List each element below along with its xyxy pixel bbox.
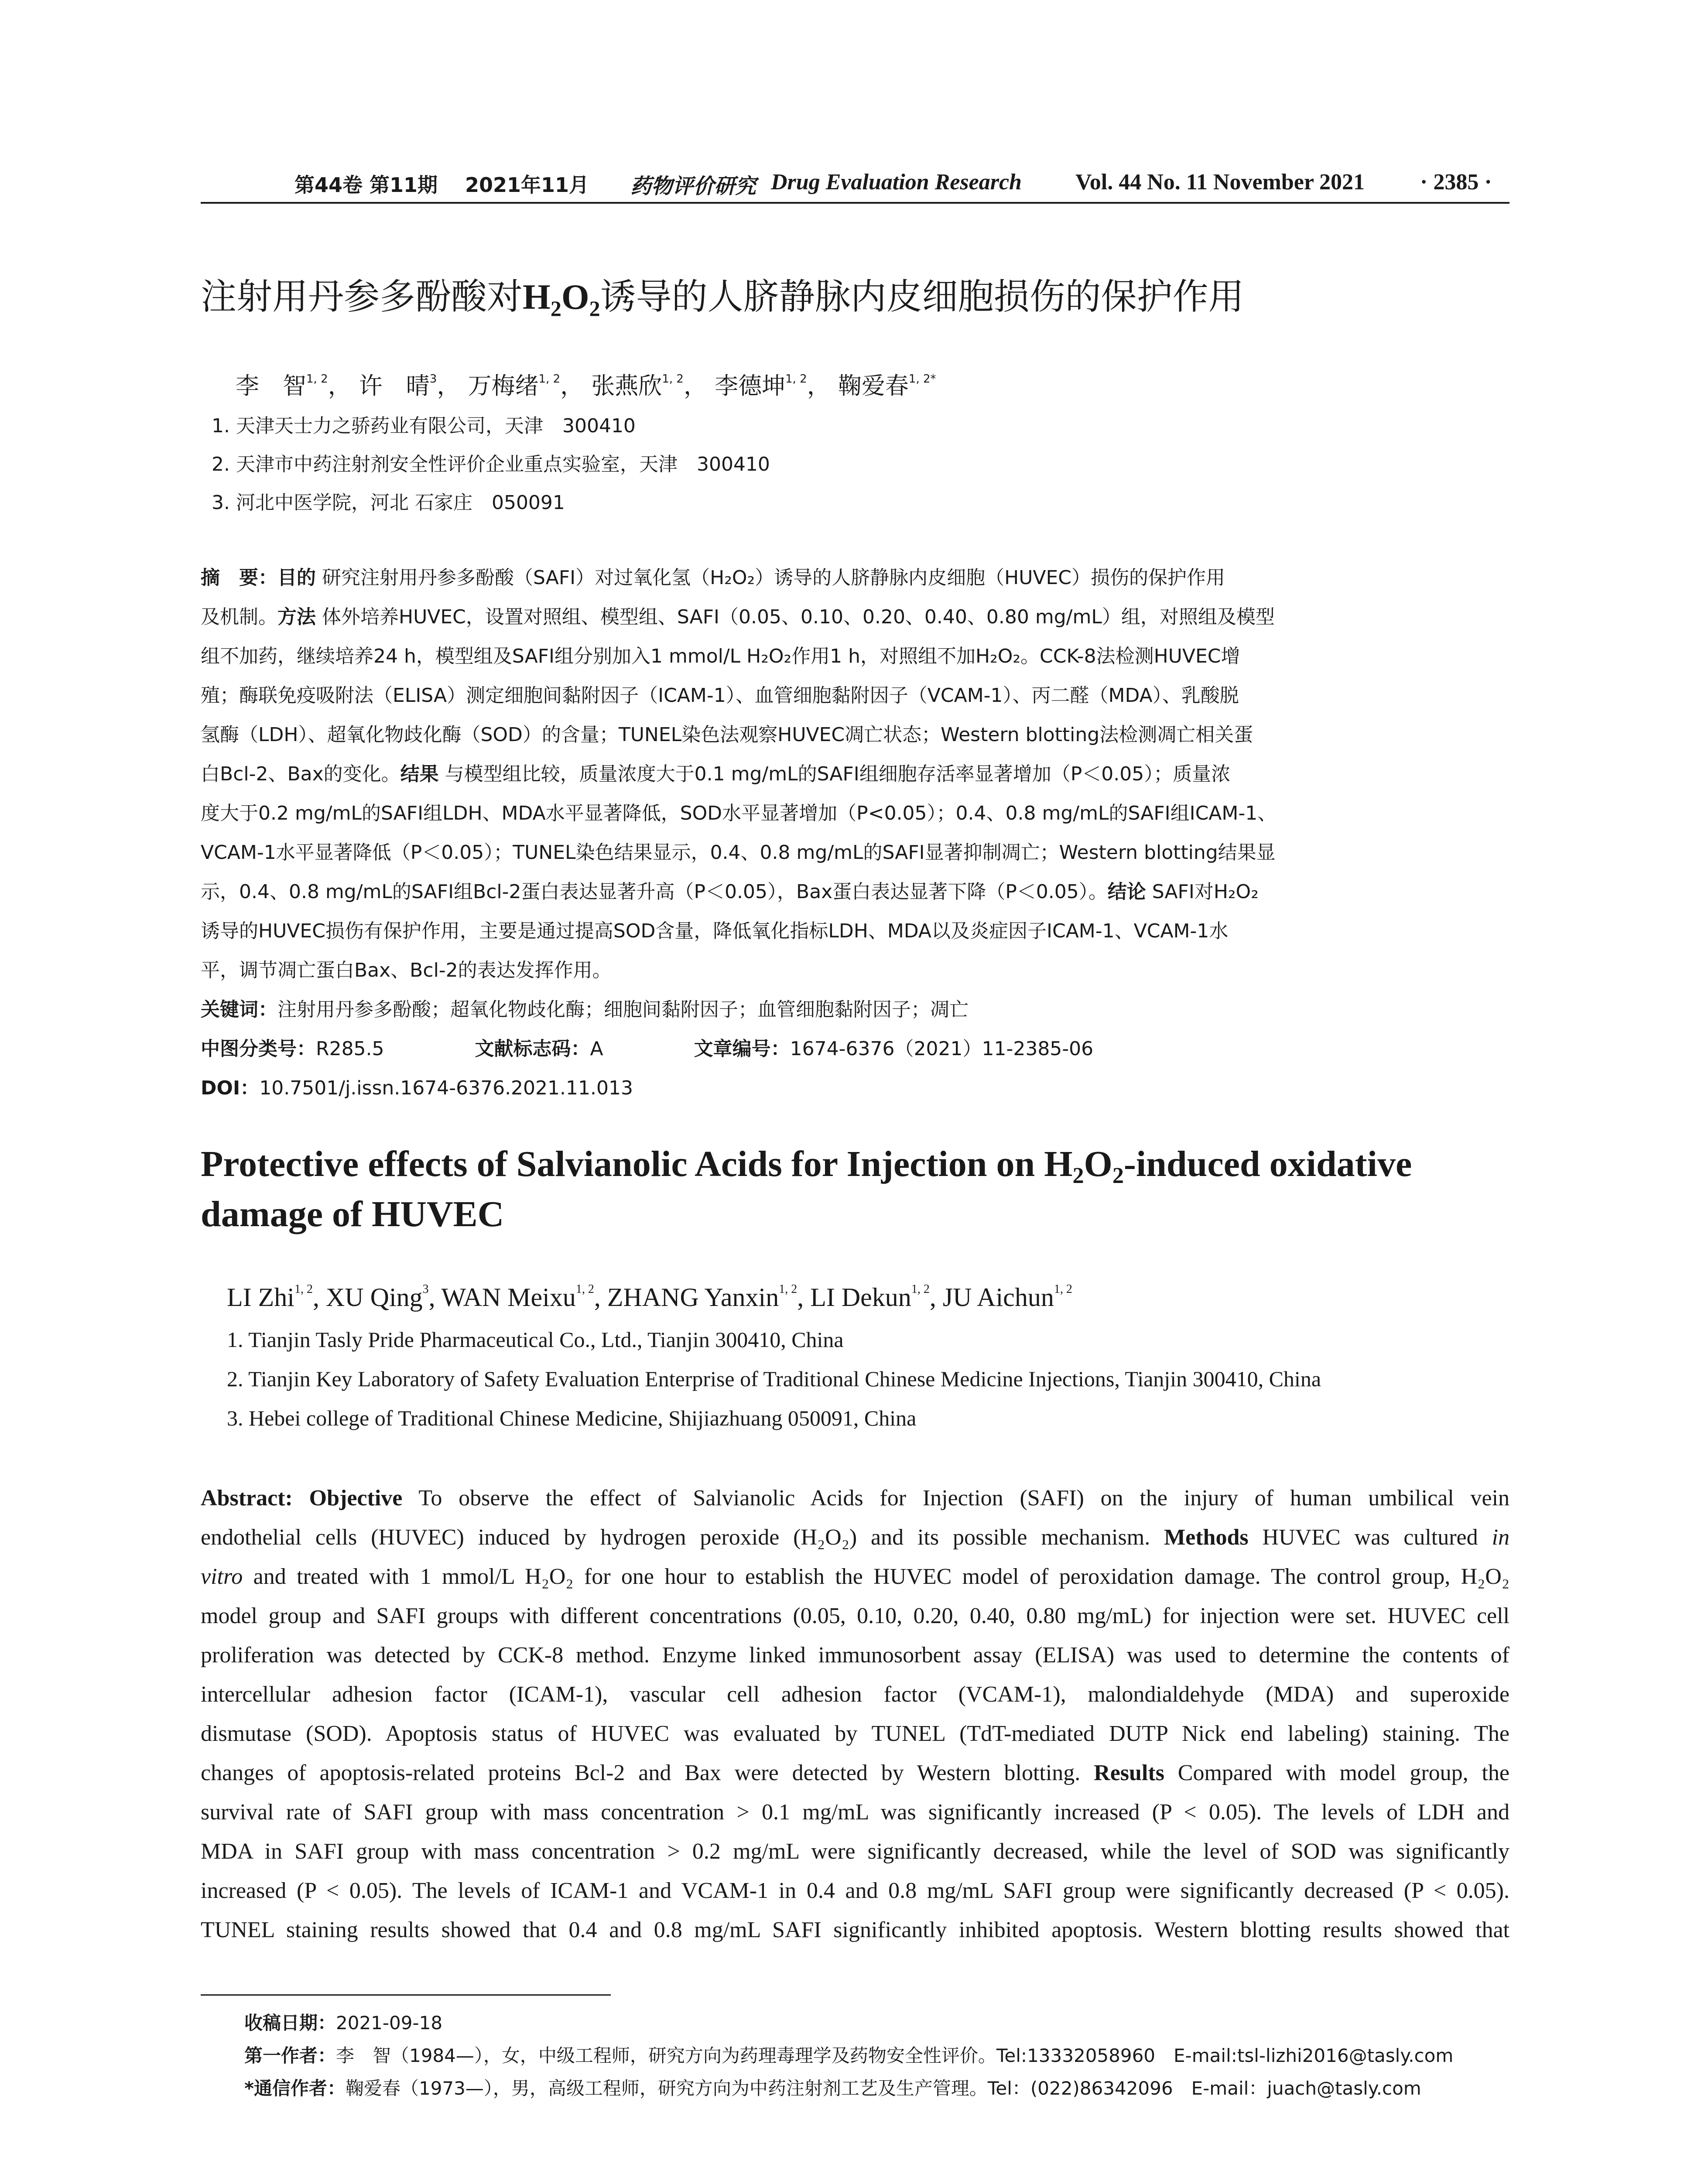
footnote-corresponding-value: 鞠爱春（1973—），男，高级工程师，研究方向为中药注射剂工艺及生产管理。Tel：(022)86342096 E-mail：juach@tasly.com bbox=[345, 2078, 1421, 2099]
author-en-sup: 1, 2 bbox=[575, 1282, 594, 1296]
footnote-corresponding-author bbox=[244, 2074, 1421, 2100]
keywords-cn-text: 注射用丹参多酚酸；超氧化物歧化酶；细胞间黏附因子；血管细胞黏附因子；凋亡 bbox=[277, 998, 969, 1021]
abstract-en-line: intercellular adhesion factor (ICAM-1), vascular cell adhesion factor (VCAM-1), malondialdehyde (MDA) and superoxide bbox=[201, 1682, 1509, 1707]
author-en-sup: 1, 2 bbox=[294, 1282, 313, 1296]
abstract-cn-line bbox=[201, 872, 1259, 912]
doc-code-value: A bbox=[590, 1038, 603, 1060]
abstract-en-italic: in bbox=[1492, 1525, 1509, 1550]
abstract-en-line: increased (P < 0.05). The levels of ICAM-1 and VCAM-1 in 0.4 and 0.8 mg/mL SAFI group were significantly decreased (P < 0.05). bbox=[201, 1878, 1509, 1903]
footnote-received-value: 2021-09-18 bbox=[336, 2012, 443, 2034]
affiliation-cn-2: 2. 天津市中药注射剂安全性评价企业重点实验室，天津 300410 bbox=[212, 453, 770, 475]
abstract-en-line bbox=[201, 1760, 1509, 1786]
abstract-cn-text: 研究注射用丹参多酚酸（SAFI）对过氧化氢（H₂O₂）诱导的人脐静脉内皮细胞（HUVEC）损伤的保护作用 bbox=[316, 567, 1225, 589]
abstract-en-line bbox=[201, 1564, 1509, 1590]
footnote-first-author-value: 李 智（1984—），女，中级工程师，研究方向为药理毒理学及药物安全性评价。Tel:13332058960 E-mail:tsl-lizhi2016@tasly.com bbox=[336, 2045, 1454, 2066]
author-en: ZHANG Yanxin bbox=[607, 1283, 779, 1312]
header-volume-cn: 第44卷 第11期 bbox=[294, 173, 438, 197]
author-en: LI Zhi bbox=[227, 1283, 294, 1312]
footnote-corresponding-label: *通信作者： bbox=[244, 2078, 346, 2099]
title-en-line1 bbox=[201, 1143, 1509, 1189]
abstract-en-text: and treated with 1 mmol/L H₂O₂ for one hour to establish the HUVEC model of peroxidation damage. The control group, H₂O₂ bbox=[243, 1564, 1509, 1589]
abstract-en-line: MDA in SAFI group with mass concentration > 0.2 mg/mL were significantly decreased, while the level of SOD was significantly bbox=[201, 1839, 1509, 1864]
title-cn bbox=[201, 268, 1244, 321]
author-cn: 万梅绪 bbox=[468, 372, 539, 400]
author-cn: 张燕欣 bbox=[591, 372, 662, 400]
keywords-cn bbox=[201, 990, 969, 1029]
abstract-cn-line: 氢酶（LDH）、超氧化物歧化酶（SOD）的含量；TUNEL染色法观察HUVEC凋亡状态；Western blotting法检测凋亡相关蛋 bbox=[201, 724, 1253, 746]
author-en-sup: 3 bbox=[422, 1282, 429, 1296]
title-cn-part1: 注射用丹参多酚酸对 bbox=[201, 276, 523, 318]
author-cn-sup: 1, 2 bbox=[306, 373, 328, 386]
footnote-rule bbox=[201, 1994, 611, 1996]
author-cn-sup: 1, 2 bbox=[662, 373, 684, 386]
title-cn-part2: 诱导的人脐静脉内皮细胞损伤的保护作用 bbox=[600, 276, 1244, 318]
authors-cn: 李 智$^{1, 2}$， 许 晴$^3$， 万梅绪$^{1, 2}$， 张燕欣$^{1, 2}$， 李德坤$^{1, 2}$， 鞠爱春$^{1, 2*}$ bbox=[236, 372, 936, 400]
footnote-received bbox=[244, 2009, 442, 2035]
header-journal-cn: 药物评价研究 bbox=[630, 174, 756, 198]
abstract-en-objective-label: Objective bbox=[309, 1486, 403, 1511]
affiliation-en-1: 1. Tianjin Tasly Pride Pharmaceutical Co., Ltd., Tianjin 300410, China bbox=[227, 1327, 844, 1352]
abstract-cn-text: 示，0.4、0.8 mg/mL的SAFI组Bcl-2蛋白表达显著升高（P＜0.05），Bax蛋白表达显著下降（P＜0.05）。 bbox=[201, 881, 1108, 903]
title-cn-chem-o: O bbox=[561, 277, 589, 317]
article-number-label: 文章编号： bbox=[694, 1038, 790, 1060]
doi-value: 10.7501/j.issn.1674-6376.2021.11.013 bbox=[259, 1077, 633, 1099]
abstract-cn-text: 体外培养HUVEC，设置对照组、模型组、SAFI（0.05、0.10、0.20、0.40、0.80 mg/mL）组，对照组及模型 bbox=[316, 606, 1275, 628]
title-en-part: -induced oxidative bbox=[1123, 1144, 1412, 1184]
header-volume-en: Vol. 44 No. 11 November 2021 bbox=[1075, 170, 1365, 195]
title-en-sub: 2 bbox=[1072, 1163, 1084, 1188]
author-en: LI Dekun bbox=[810, 1283, 911, 1312]
author-cn: 许 晴 bbox=[359, 372, 430, 400]
abstract-cn-line: 组不加药，继续培养24 h，模型组及SAFI组分别加入1 mmol/L H₂O₂作用1 h，对照组不加H₂O₂。CCK-8法检测HUVEC增 bbox=[201, 645, 1240, 667]
author-en-sup: 1, 2 bbox=[779, 1282, 798, 1296]
author-en: WAN Meixu bbox=[441, 1283, 576, 1312]
abstract-cn-methods-label: 方法 bbox=[277, 606, 316, 628]
abstract-cn-text: 与模型组比较，质量浓度大于0.1 mg/mL的SAFI组细胞存活率显著增加（P＜0.05）；质量浓 bbox=[438, 763, 1231, 785]
footnote-received-label: 收稿日期： bbox=[244, 2012, 336, 2034]
abstract-cn-text: 白Bcl-2、Bax的变化。 bbox=[201, 763, 400, 785]
author-en-sup: 1, 2 bbox=[911, 1282, 930, 1296]
abstract-cn-objective-label: 目的 bbox=[277, 567, 316, 589]
affiliation-en-2: 2. Tianjin Key Laboratory of Safety Evaluation Enterprise of Traditional Chinese Medicine Injections, Tianjin 300410, China bbox=[227, 1367, 1321, 1391]
author-cn-sup: 1, 2* bbox=[908, 373, 936, 386]
abstract-en-line: survival rate of SAFI group with mass concentration > 0.1 mg/mL was significantly increased (P < 0.05). The levels of LDH and bbox=[201, 1800, 1509, 1825]
title-en-line2: damage of HUVEC bbox=[201, 1194, 504, 1234]
classification-row bbox=[201, 1029, 1093, 1069]
author-en: XU Qing bbox=[325, 1283, 423, 1312]
abstract-en-italic: vitro bbox=[201, 1564, 243, 1589]
abstract-cn-line: 殖；酶联免疫吸附法（ELISA）测定细胞间黏附因子（ICAM-1）、血管细胞黏附因子（VCAM-1）、丙二醛（MDA）、乳酸脱 bbox=[201, 684, 1239, 707]
abstract-en-results-label: Results bbox=[1094, 1761, 1164, 1785]
author-cn-sup: 1, 2 bbox=[785, 373, 807, 386]
authors-en: LI Zhi$^{1, 2}$, XU Qing$^3$, WAN Meixu$^{1, 2}$, ZHANG Yanxin$^{1, 2}$, LI Dekun$^{1, 2}$, JU Aichun$^{1, 2}$ bbox=[227, 1282, 1072, 1312]
abstract-cn-conclusion-label: 结论 bbox=[1107, 881, 1146, 903]
footnote-first-author-label: 第一作者： bbox=[244, 2045, 336, 2066]
clc-label: 中图分类号： bbox=[201, 1038, 316, 1060]
abstract-cn-line bbox=[201, 598, 1275, 637]
title-en-sub: 2 bbox=[1112, 1163, 1124, 1188]
abstract-en-line bbox=[201, 1525, 1509, 1550]
keywords-cn-label: 关键词： bbox=[201, 998, 277, 1021]
clc-value: R285.5 bbox=[316, 1038, 384, 1060]
abstract-cn-text: 及机制。 bbox=[201, 606, 277, 628]
author-cn: 李德坤 bbox=[715, 372, 786, 400]
header-page-number: · 2385 · bbox=[1420, 170, 1492, 195]
author-cn: 鞠爱春 bbox=[838, 372, 909, 400]
doc-code-label: 文献标志码： bbox=[475, 1038, 590, 1060]
abstract-cn-line: 诱导的HUVEC损伤有保护作用，主要是通过提高SOD含量，降低氧化指标LDH、MDA以及炎症因子ICAM-1、VCAM-1水 bbox=[201, 920, 1229, 942]
title-cn-sub-b: 2 bbox=[589, 296, 600, 321]
title-en-part: Protective effects of Salvianolic Acids for Injection on H bbox=[201, 1144, 1073, 1184]
author-en-sup: 1, 2 bbox=[1054, 1282, 1072, 1296]
abstract-en-text: To observe the effect of Salvianolic Acids for Injection (SAFI) on the injury of human umbilical vein bbox=[402, 1486, 1510, 1511]
author-cn-sup: 3 bbox=[429, 373, 437, 386]
abstract-cn-text: SAFI对H₂O₂ bbox=[1146, 881, 1259, 903]
abstract-cn-results-label: 结果 bbox=[400, 763, 439, 785]
affiliation-cn-1: 1. 天津天士力之骄药业有限公司，天津 300410 bbox=[212, 415, 636, 437]
running-header bbox=[201, 169, 1509, 200]
abstract-cn-line bbox=[201, 558, 1225, 598]
author-cn: 李 智 bbox=[236, 372, 306, 400]
abstract-cn-label: 摘 要： bbox=[201, 567, 277, 589]
article-number-value: 1674-6376（2021）11-2385-06 bbox=[790, 1038, 1094, 1060]
abstract-en-line: proliferation was detected by CCK-8 method. Enzyme linked immunosorbent assay (ELISA) was used to determine the contents of bbox=[201, 1643, 1509, 1668]
title-cn-chem-h: H bbox=[523, 277, 551, 317]
abstract-cn-line: 平，调节凋亡蛋白Bax、Bcl-2的表达发挥作用。 bbox=[201, 959, 612, 981]
title-cn-sub-a: 2 bbox=[550, 296, 561, 321]
abstract-en-label: Abstract: bbox=[201, 1486, 293, 1511]
title-en-part: O bbox=[1084, 1144, 1112, 1184]
abstract-en-line: dismutase (SOD). Apoptosis status of HUVEC was evaluated by TUNEL (TdT-mediated DUTP Nick end labeling) staining. The bbox=[201, 1721, 1509, 1746]
abstract-en-line: TUNEL staining results showed that 0.4 and 0.8 mg/mL SAFI significantly inhibited apoptosis. Western blotting results showed that bbox=[201, 1918, 1509, 1942]
affiliation-en-3: 3. Hebei college of Traditional Chinese Medicine, Shijiazhuang 050091, China bbox=[227, 1406, 917, 1430]
abstract-en-text: HUVEC was cultured bbox=[1248, 1525, 1492, 1550]
header-date-cn: 2021年11月 bbox=[465, 173, 589, 197]
footnote-first-author bbox=[244, 2041, 1453, 2068]
abstract-cn-line: VCAM-1水平显著降低（P＜0.05）；TUNEL染色结果显示，0.4、0.8 mg/mL的SAFI显著抑制凋亡；Western blotting结果显 bbox=[201, 841, 1276, 864]
header-journal-en: Drug Evaluation Research bbox=[771, 170, 1022, 195]
doi-row bbox=[201, 1069, 633, 1108]
abstract-en-text: endothelial cells (HUVEC) induced by hydrogen peroxide (H₂O₂) and its possible mechanism. bbox=[201, 1525, 1164, 1550]
abstract-cn-line bbox=[201, 755, 1230, 794]
abstract-en-text: Compared with model group, the bbox=[1164, 1761, 1510, 1785]
header-rule bbox=[201, 202, 1509, 204]
doi-label: DOI： bbox=[201, 1077, 260, 1099]
author-en: JU Aichun bbox=[942, 1283, 1054, 1312]
abstract-cn-line: 度大于0.2 mg/mL的SAFI组LDH、MDA水平显著降低，SOD水平显著增加（P<0.05）；0.4、0.8 mg/mL的SAFI组ICAM-1、 bbox=[201, 802, 1277, 824]
author-cn-sup: 1, 2 bbox=[538, 373, 561, 386]
abstract-en-line: model group and SAFI groups with different concentrations (0.05, 0.10, 0.20, 0.40, 0.80 mg/mL) for injection were set. HUVEC cell bbox=[201, 1603, 1509, 1628]
abstract-en-methods-label: Methods bbox=[1164, 1525, 1249, 1550]
abstract-en-line bbox=[201, 1485, 1509, 1511]
affiliation-cn-3: 3. 河北中医学院，河北 石家庄 050091 bbox=[212, 492, 565, 514]
abstract-en-text: changes of apoptosis-related proteins Bcl-2 and Bax were detected by Western blotting. bbox=[201, 1761, 1094, 1785]
